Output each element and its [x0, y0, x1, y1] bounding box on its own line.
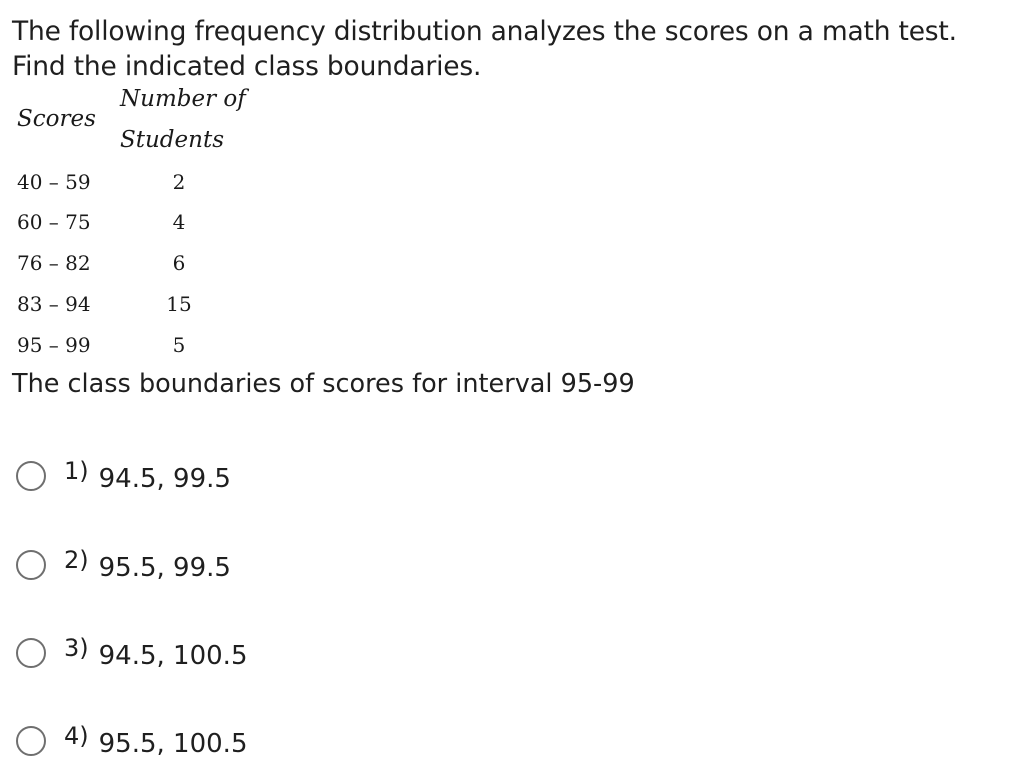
- row-2-scores: 60 – 75: [17, 210, 91, 234]
- header-number-of: Number of: [120, 86, 246, 112]
- option-2-text: 95.5, 99.5: [98, 553, 231, 583]
- option-4-text: 95.5, 100.5: [98, 729, 248, 759]
- option-1[interactable]: [16, 456, 231, 496]
- option-1-radio[interactable]: [16, 461, 46, 491]
- option-2[interactable]: [16, 545, 231, 585]
- option-4-radio[interactable]: [16, 726, 46, 756]
- option-3-number: 3): [64, 634, 89, 662]
- option-2-radio[interactable]: [16, 550, 46, 580]
- row-4-count: 15: [166, 292, 192, 316]
- option-4-number: 4): [64, 722, 89, 750]
- header-scores: Scores: [17, 106, 96, 132]
- option-3-text: 94.5, 100.5: [98, 641, 248, 671]
- option-1-number: 1): [64, 457, 89, 485]
- row-3-scores: 76 – 82: [17, 251, 91, 275]
- option-4[interactable]: [16, 721, 248, 761]
- row-1-count: 2: [172, 170, 186, 194]
- option-1-text: 94.5, 99.5: [98, 464, 231, 494]
- row-2-count: 4: [172, 210, 186, 234]
- option-3[interactable]: [16, 633, 248, 673]
- row-4-scores: 83 – 94: [17, 292, 91, 316]
- row-3-count: 6: [172, 251, 186, 275]
- row-5-scores: 95 – 99: [17, 333, 91, 357]
- question-text: The following frequency distribution analyzes the scores on a math test. Find the indicated class boundaries.: [12, 16, 957, 82]
- option-2-number: 2): [64, 546, 89, 574]
- header-students: Students: [120, 127, 225, 153]
- option-3-radio[interactable]: [16, 638, 46, 668]
- prompt-text: The class boundaries of scores for interval 95-99: [12, 369, 635, 399]
- row-1-scores: 40 – 59: [17, 170, 91, 194]
- row-5-count: 5: [172, 333, 186, 357]
